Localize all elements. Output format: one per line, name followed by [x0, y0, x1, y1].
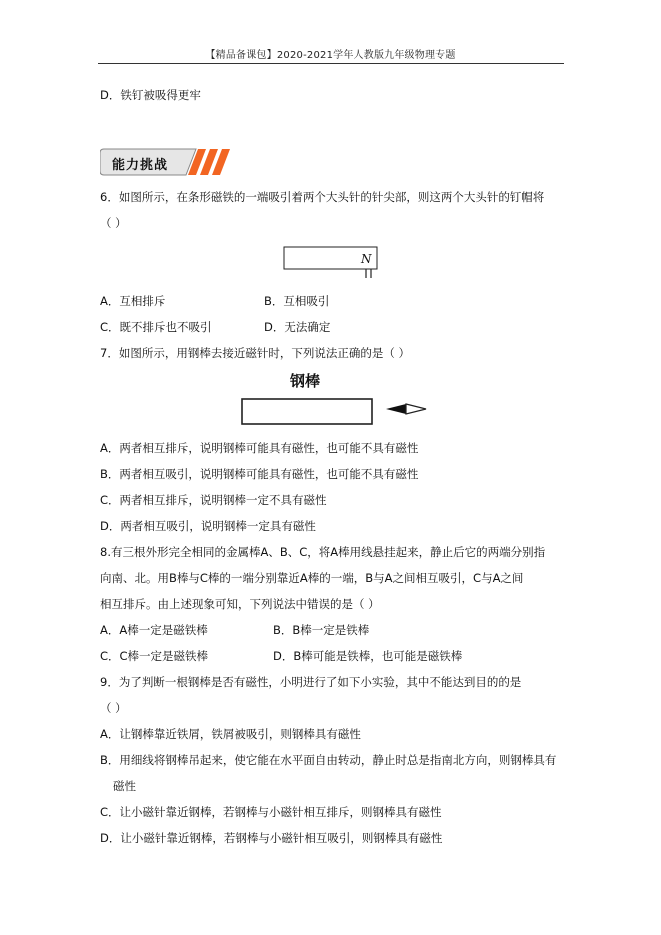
section-banner-label: 能力挑战 — [112, 158, 169, 173]
q6-stem-line1: 6．如图所示，在条形磁铁的一端吸引着两个大头针的针尖部，则这两个大头针的钉帽将 — [100, 190, 545, 204]
q7-steel-rod-figure — [238, 396, 430, 428]
q9-option-d: D．让小磁针靠近钢棒，若钢棒与小磁针相互吸引，则钢棒具有磁性 — [100, 831, 443, 845]
page-header-title: 【精品备课包】2020-2021学年人教版九年级物理专题 — [205, 50, 456, 61]
q8-option-a: A．A棒一定是磁铁棒 — [100, 623, 208, 637]
q7-option-a: A．两者相互排斥，说明钢棒可能具有磁性，也可能不具有磁性 — [100, 441, 419, 455]
q7-option-b: B．两者相互吸引，说明钢棒可能具有磁性，也可能不具有磁性 — [100, 467, 419, 481]
prev-option-d: D．铁钉被吸得更牢 — [100, 88, 201, 102]
compass-needle-light-half — [406, 404, 426, 414]
q8-stem-line1: 8.有三根外形完全相同的金属棒A、B、C，将A棒用线悬挂起来，静止后它的两端分别指 — [100, 545, 546, 559]
q9-stem-line1: 9．为了判断一根钢棒是否有磁性，小明进行了如下小实验，其中不能达到目的的是 — [100, 675, 522, 689]
q9-stem-line2: （ ） — [100, 701, 127, 715]
q7-stem-line1: 7．如图所示，用钢棒去接近磁针时，下列说法正确的是（ ） — [100, 346, 410, 360]
q6-option-a: A．互相排斥 — [100, 294, 166, 308]
q6-stem-line2: （ ） — [100, 216, 127, 230]
q9-option-c: C．让小磁针靠近钢棒，若钢棒与小磁针相互排斥，则钢棒具有磁性 — [100, 805, 442, 819]
q6-option-c: C．既不排斥也不吸引 — [100, 320, 212, 334]
q8-option-d: D．B棒可能是铁棒，也可能是磁铁棒 — [273, 649, 463, 663]
q7-rod-label: 钢棒 — [290, 372, 321, 390]
q9-option-b-line1: B．用细线将钢棒吊起来，使它能在水平面自由转动，静止时总是指南北方向，则钢棒具有 — [100, 753, 557, 767]
q7-option-d: D．两者相互吸引，说明钢棒一定具有磁性 — [100, 519, 316, 533]
q8-option-c: C．C棒一定是磁铁棒 — [100, 649, 209, 663]
q6-option-d: D．无法确定 — [264, 320, 331, 334]
q8-stem-line3: 相互排斥。由上述现象可知，下列说法中错误的是（ ） — [100, 597, 380, 611]
q9-option-a: A．让钢棒靠近铁屑，铁屑被吸引，则钢棒具有磁性 — [100, 727, 361, 741]
q9-option-b-line2: 磁性 — [113, 779, 136, 793]
q6-option-b: B．互相吸引 — [264, 294, 330, 308]
header-divider — [98, 63, 564, 64]
q8-option-b: B．B棒一定是铁棒 — [273, 623, 370, 637]
q6-pole-label: N — [361, 252, 372, 266]
q7-option-c: C．两者相互排斥，说明钢棒一定不具有磁性 — [100, 493, 327, 507]
q8-stem-line2: 向南、北。用B棒与C棒的一端分别靠近A棒的一端，B与A之间相互吸引，C与A之间 — [100, 571, 524, 585]
compass-needle-dark-half — [386, 404, 406, 414]
